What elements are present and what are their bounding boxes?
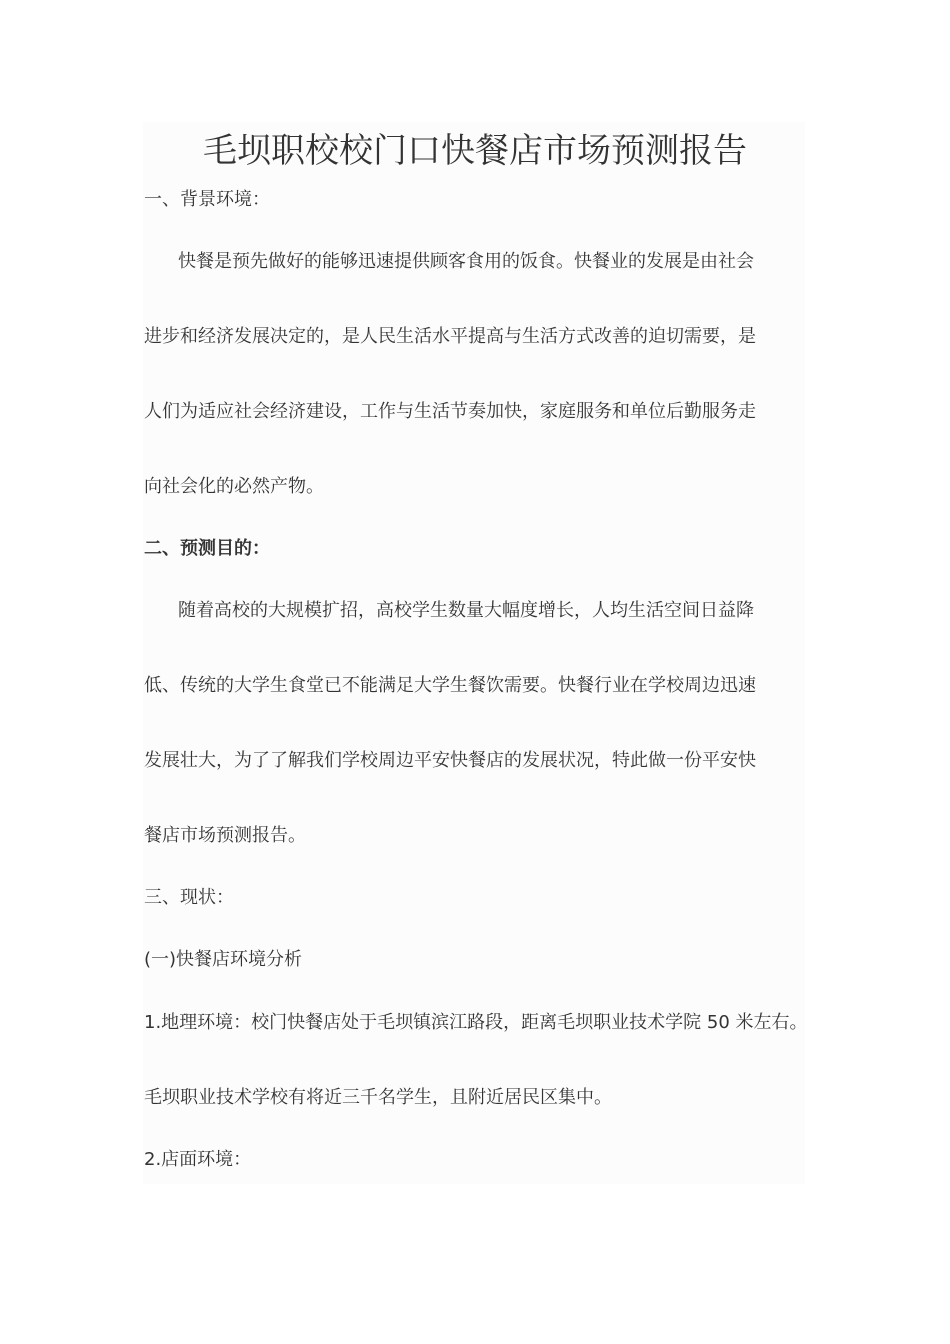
section-heading-purpose: 二、预测目的：: [144, 538, 270, 559]
paragraph-line: 发展壮大，为了了解我们学校周边平安快餐店的发展状况，特此做一份平安快: [144, 750, 756, 771]
list-item-geography: 1.地理环境：校门快餐店处于毛坝镇滨江路段，距离毛坝职业技术学院 50 米左右。: [144, 1012, 808, 1033]
paragraph-line: 低、传统的大学生食堂已不能满足大学生餐饮需要。快餐行业在学校周边迅速: [144, 675, 756, 696]
section-heading-background: 一、背景环境：: [144, 189, 270, 210]
paragraph-line: 向社会化的必然产物。: [144, 476, 324, 497]
subsection-heading: (一)快餐店环境分析: [144, 949, 303, 970]
section-heading-status: 三、现状：: [144, 887, 234, 908]
list-item-storefront: 2.店面环境：: [144, 1149, 252, 1170]
paragraph-line: 随着高校的大规模扩招，高校学生数量大幅度增长，人均生活空间日益降: [178, 600, 754, 621]
paragraph-line: 快餐是预先做好的能够迅速提供顾客食用的饭食。快餐业的发展是由社会: [178, 251, 754, 272]
paragraph-line: 人们为适应社会经济建设，工作与生活节奏加快，家庭服务和单位后勤服务走: [144, 401, 756, 422]
paragraph-line: 进步和经济发展决定的，是人民生活水平提高与生活方式改善的迫切需要，是: [144, 326, 756, 347]
document-title: 毛坝职校校门口快餐店市场预测报告: [203, 131, 747, 171]
paragraph-line: 餐店市场预测报告。: [144, 825, 306, 846]
paragraph-line: 毛坝职业技术学校有将近三千名学生，且附近居民区集中。: [144, 1087, 612, 1108]
